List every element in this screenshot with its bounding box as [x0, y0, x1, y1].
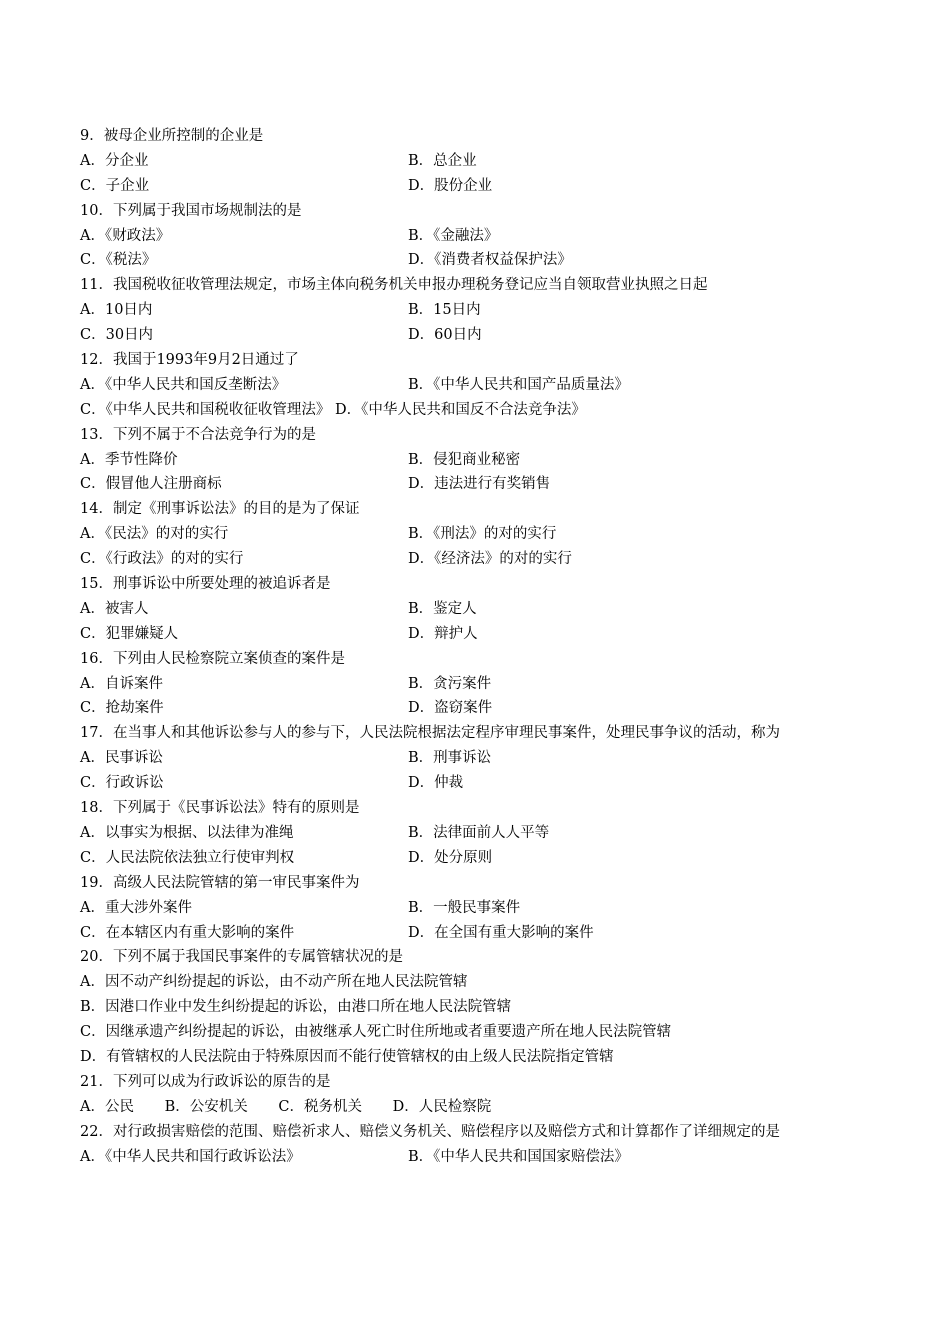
- option-d: D．有管辖权的人民法院由于特殊原因而不能行使管辖权的由上级人民法院指定管辖: [80, 1048, 614, 1065]
- option-b: B．《金融法》: [408, 227, 499, 244]
- question-10-options-row-2: [80, 248, 860, 273]
- option-d: D．仲裁: [408, 775, 464, 792]
- option-b: B．公安机关: [164, 1098, 248, 1115]
- option-a: A．重大涉外案件: [80, 899, 192, 916]
- option-c: C．行政诉讼: [80, 775, 164, 792]
- option-b: B．《刑法》的对的实行: [408, 526, 557, 543]
- question-16-stem: 16．下列由人民检察院立案侦查的案件是: [80, 650, 345, 667]
- option-d: D．《经济法》的对的实行: [408, 551, 572, 568]
- exam-document: [80, 124, 860, 1169]
- option-c: C．《税法》: [80, 252, 157, 269]
- option-a: A．季节性降价: [80, 451, 178, 468]
- option-a: A．自诉案件: [80, 675, 163, 692]
- option-b: B．侵犯商业秘密: [408, 451, 521, 468]
- option-c: C．因继承遗产纠纷提起的诉讼，由被继承人死亡时住所地或者重要遗产所在地人民法院管辖: [80, 1024, 672, 1041]
- option-b: B．刑事诉讼: [408, 750, 492, 767]
- question-13-options-row-2: [80, 472, 860, 497]
- question-16-options-row-2: [80, 696, 860, 721]
- option-b: B．一般民事案件: [408, 899, 521, 916]
- option-a: A．公民: [80, 1098, 134, 1115]
- option-c: C．《行政法》的对的实行: [80, 551, 244, 568]
- question-21-stem: 21．下列可以成为行政诉讼的原告的是: [80, 1073, 331, 1090]
- question-21-options-row: [80, 1095, 860, 1120]
- option-a: A．10日内: [80, 302, 153, 319]
- question-15-stem: 15．刑事诉讼中所要处理的被追诉者是: [80, 576, 331, 593]
- question-10-options-row-1: [80, 224, 860, 249]
- option-b: B．法律面前人人平等: [408, 824, 550, 841]
- question-22-options-row-1: [80, 1145, 860, 1170]
- question-20-stem: 20．下列不属于我国民事案件的专属管辖状况的是: [80, 949, 403, 966]
- option-a: A．《中华人民共和国反垄断法》: [80, 376, 287, 393]
- option-c: C．人民法院依法独立行使审判权: [80, 849, 295, 866]
- question-9-options-row-2: [80, 174, 860, 199]
- option-a: A．被害人: [80, 600, 149, 617]
- option-d: D．股份企业: [408, 177, 493, 194]
- option-a: A．以事实为根据、以法律为准绳: [80, 824, 294, 841]
- question-12-stem: 12．我国于1993年9月2日通过了: [80, 352, 299, 369]
- question-14-stem: 14．制定《刑事诉讼法》的目的是为了保证: [80, 501, 360, 518]
- option-a: A．分企业: [80, 152, 149, 169]
- option-b: B．鉴定人: [408, 600, 477, 617]
- question-19-stem: 19．高级人民法院管辖的第一审民事案件为: [80, 874, 360, 891]
- option-b: B．贪污案件: [408, 675, 492, 692]
- question-17-stem: 17．在当事人和其他诉讼参与人的参与下，人民法院根据法定程序审理民事案件，处理民事争议的活动，称为: [80, 725, 780, 742]
- option-b: B．《中华人民共和国国家赔偿法》: [408, 1148, 629, 1165]
- option-d: D．人民检察院: [392, 1098, 492, 1115]
- option-d: D．违法进行有奖销售: [408, 476, 551, 493]
- option-b: B．总企业: [408, 152, 477, 169]
- question-12-options-row-1: [80, 373, 860, 398]
- option-c: C．犯罪嫌疑人: [80, 625, 179, 642]
- question-18-stem: 18．下列属于《民事诉讼法》特有的原则是: [80, 800, 360, 817]
- question-17-options-row-2: [80, 771, 860, 796]
- question-14-options-row-1: [80, 522, 860, 547]
- option-a: A．因不动产纠纷提起的诉讼，由不动产所在地人民法院管辖: [80, 974, 468, 991]
- option-b: B．15日内: [408, 302, 481, 319]
- option-a: A．《中华人民共和国行政诉讼法》: [80, 1148, 301, 1165]
- question-15-options-row-1: [80, 597, 860, 622]
- question-12-options-row-2: C．《中华人民共和国税收征收管理法》 D．《中华人民共和国反不合法竞争法》: [80, 401, 586, 418]
- option-d: D．盗窃案件: [408, 700, 493, 717]
- option-c: C．30日内: [80, 327, 154, 344]
- option-c: C．子企业: [80, 177, 150, 194]
- option-a: A．《财政法》: [80, 227, 171, 244]
- option-d: D．辩护人: [408, 625, 478, 642]
- question-9-stem: 9．被母企业所控制的企业是: [80, 128, 264, 144]
- question-14-options-row-2: [80, 547, 860, 572]
- option-d: D．在全国有重大影响的案件: [408, 924, 594, 941]
- option-c: C．在本辖区内有重大影响的案件: [80, 924, 295, 941]
- question-19-options-row-2: [80, 921, 860, 946]
- option-a: A．《民法》的对的实行: [80, 526, 229, 543]
- option-a: A．民事诉讼: [80, 750, 163, 767]
- option-b: B．《中华人民共和国产品质量法》: [408, 376, 629, 393]
- option-d: D．《消费者权益保护法》: [408, 252, 572, 269]
- question-11-stem: 11．我国税收征收管理法规定，市场主体向税务机关申报办理税务登记应当自领取营业执照之日起: [80, 277, 708, 294]
- question-17-options-row-1: [80, 746, 860, 771]
- question-11-options-row-2: [80, 323, 860, 348]
- question-10-stem: 10．下列属于我国市场规制法的是: [80, 202, 302, 219]
- option-c: C．抢劫案件: [80, 700, 164, 717]
- option-d: D．60日内: [408, 327, 482, 344]
- question-9-options-row-1: [80, 149, 860, 174]
- question-15-options-row-2: [80, 622, 860, 647]
- question-13-stem: 13．下列不属于不合法竞争行为的是: [80, 426, 316, 443]
- question-11-options-row-1: [80, 298, 860, 323]
- option-d: D．处分原则: [408, 849, 493, 866]
- question-16-options-row-1: [80, 672, 860, 697]
- question-19-options-row-1: [80, 896, 860, 921]
- option-c: C．税务机关: [278, 1098, 362, 1115]
- question-18-options-row-1: [80, 821, 860, 846]
- question-18-options-row-2: [80, 846, 860, 871]
- question-13-options-row-1: [80, 448, 860, 473]
- question-22-stem: 22．对行政损害赔偿的范围、赔偿祈求人、赔偿义务机关、赔偿程序以及赔偿方式和计算都作了详细规定的是: [80, 1123, 780, 1140]
- option-c: C．假冒他人注册商标: [80, 476, 222, 493]
- option-b: B．因港口作业中发生纠纷提起的诉讼，由港口所在地人民法院管辖: [80, 999, 512, 1016]
